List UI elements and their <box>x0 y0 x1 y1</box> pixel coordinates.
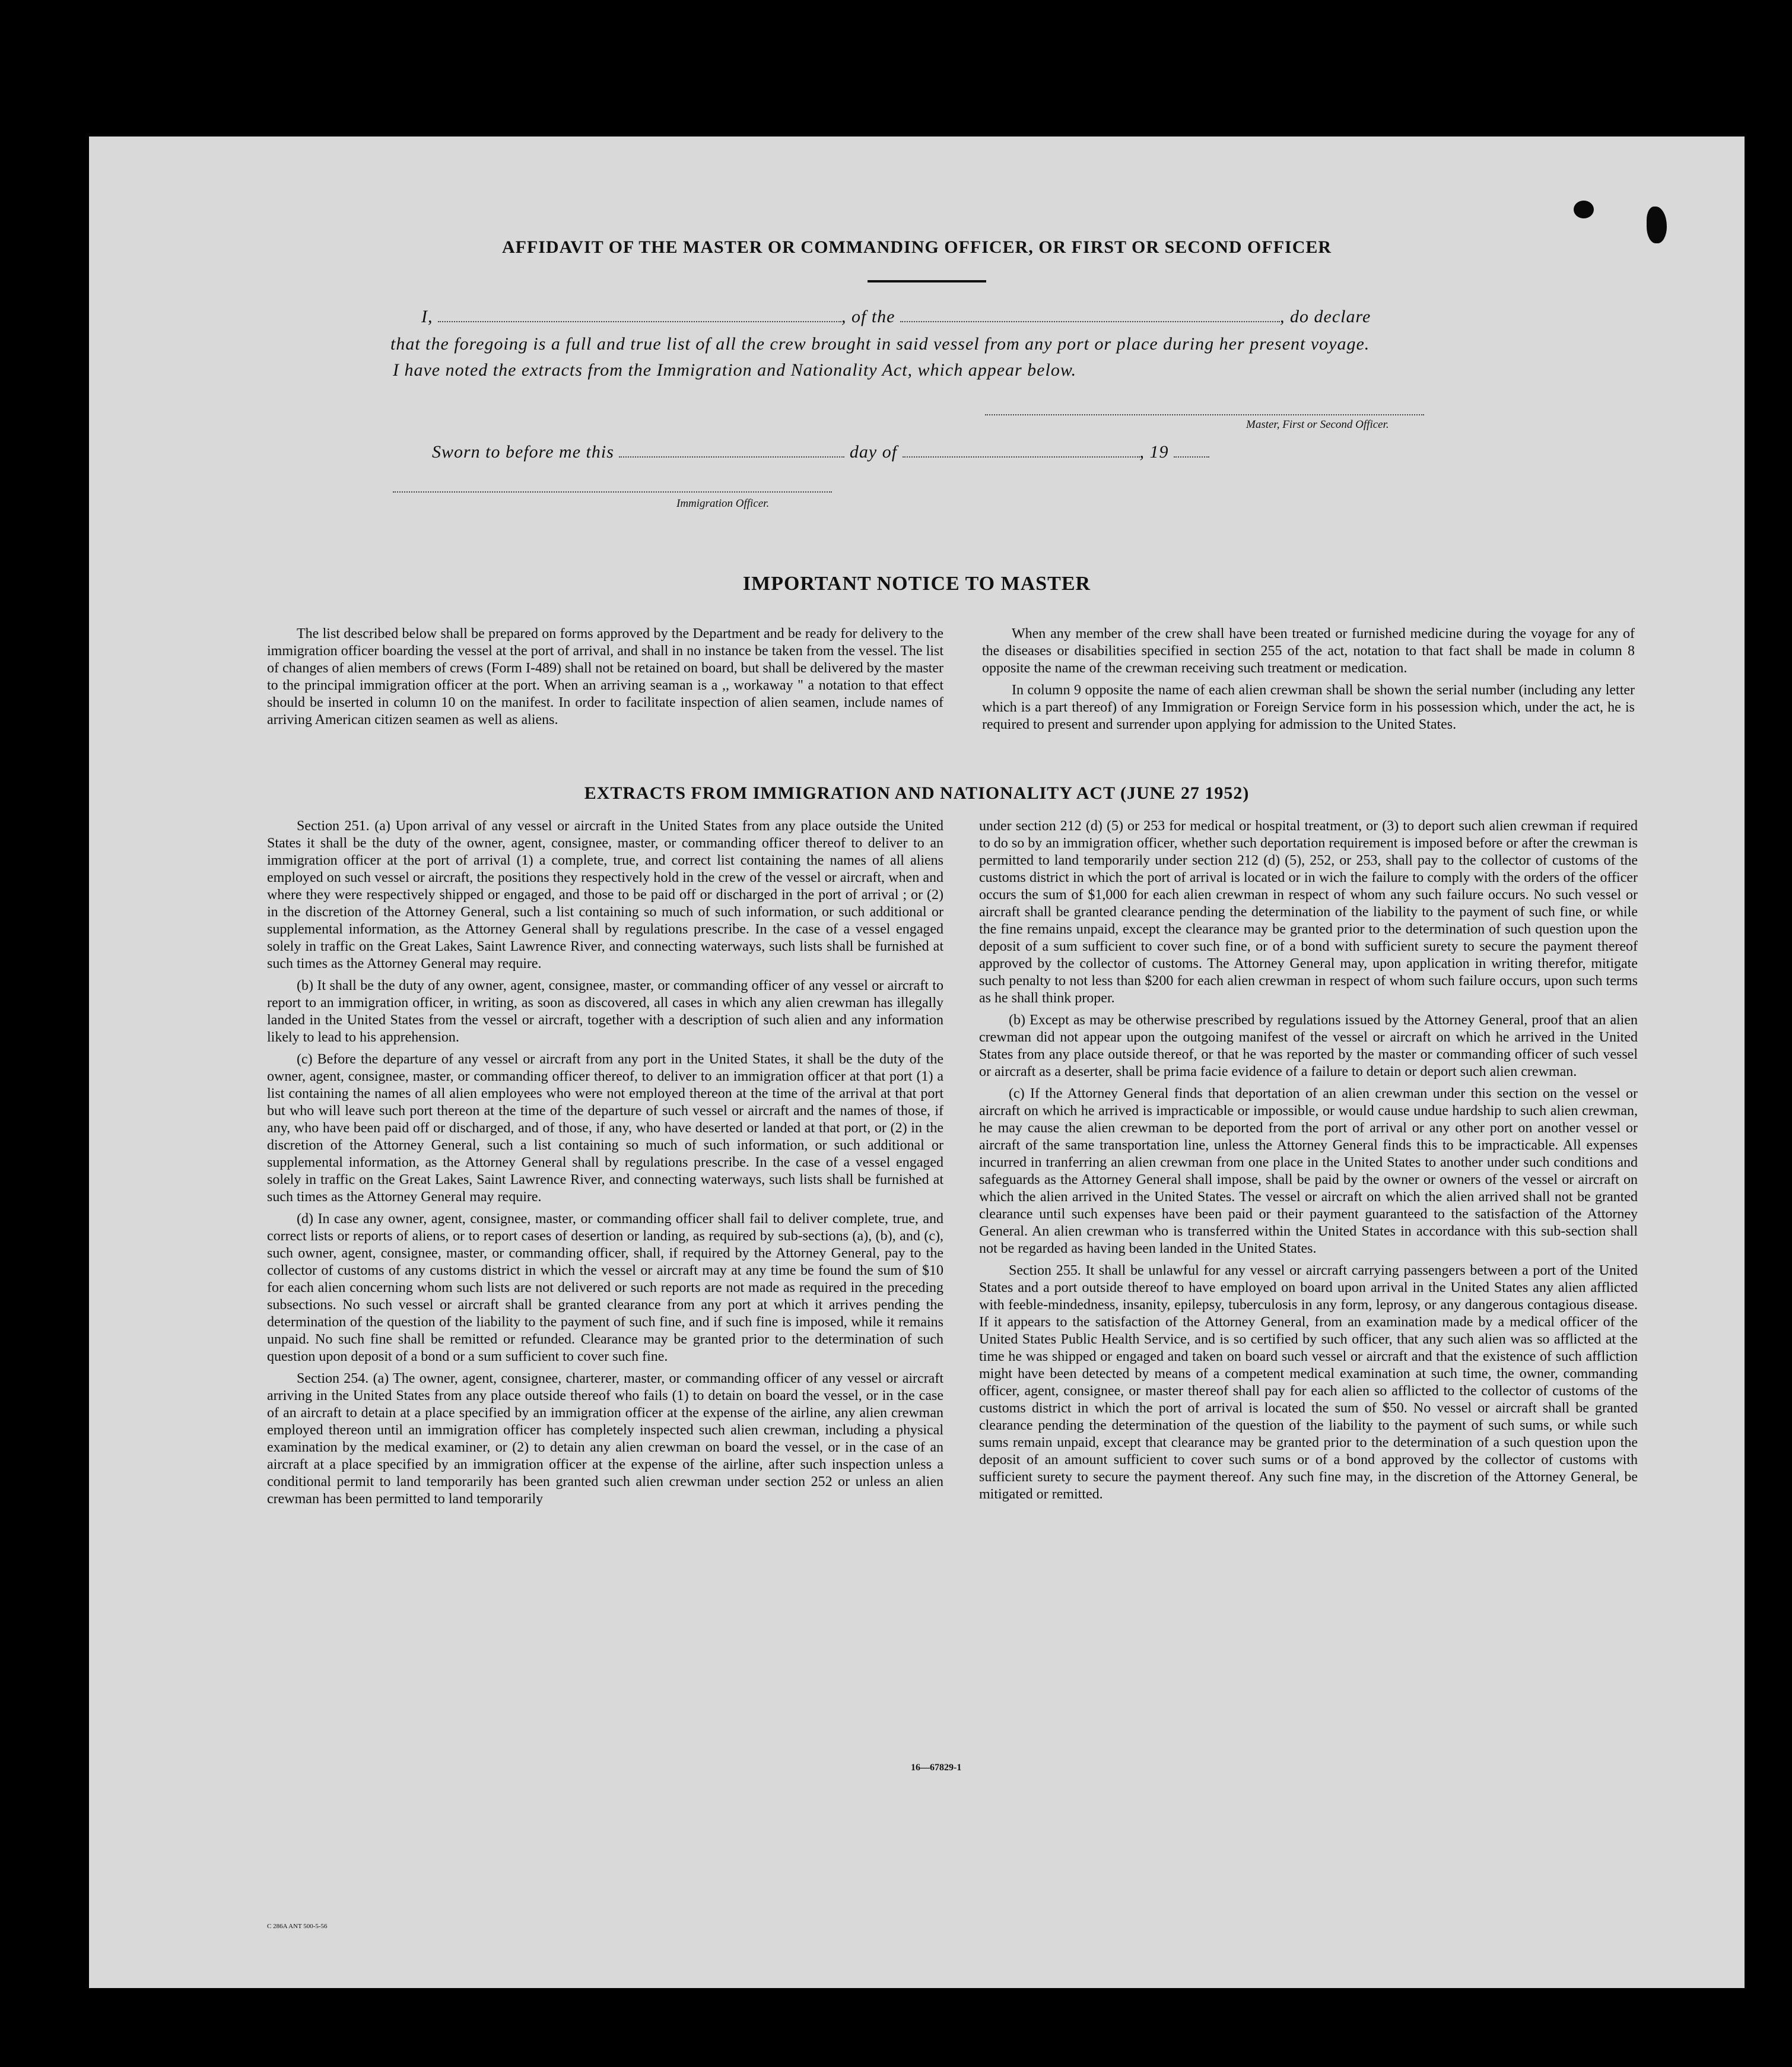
notice-left-paragraph: The list described below shall be prepared on forms approved by the Department and be ready for delivery to the immigration officer boarding the vessel at the port of arrival, and shall in no instance be taken from the vessel. The list of changes of alien members of crews (Form I-489) shall not be retained on board, but shall be delivered by the master to the principal immigration officer at the port. When an arriving seaman is a ,, workaway " a notation to that effect should be inserted in column 10 on the manifest. In order to facilitate inspection of alien seamen, include names of arriving American citizen seamen as well as aliens. <box>267 626 943 728</box>
extracts-title: EXTRACTS FROM IMMIGRATION AND NATIONALITY ACT (JUNE 27 1952) <box>584 783 1250 803</box>
affidavit-do-declare: , do declare <box>1280 307 1371 326</box>
extracts-right-column <box>979 818 1638 1508</box>
affidavit-of-the: , of the <box>841 307 895 326</box>
form-code: C 286A ANT 500-5-56 <box>267 1923 328 1930</box>
notice-right-column <box>982 626 1635 738</box>
title-underline <box>868 280 986 282</box>
sworn-month-field[interactable] <box>903 456 1140 458</box>
master-signature-caption: Master, First or Second Officer. <box>1246 418 1389 431</box>
extract-paragraph: (c) If the Attorney General finds that deportation of an alien crewman under this section on the vessel or aircraft on which he arrived is impracticable or impossible, or would cause undue hardship to such alien crewman, he may cause the alien crewman to be deported from the port of arrival or any other port on another vessel or aircraft of the same transportation line, unless the Attorney General finds this to be impracticable. All expenses incurred in tranferring an alien crewman from one place in the United States to another under such conditions and safeguards as the Attorney General shall impose, shall be paid by the owner or owners of the vessel or aircraft on which the alien arrived in the United States. The vessel or aircraft on which the alien arrived shall not be granted clearance until such expenses have been paid or their payment guaranteed to the satisfaction of the Attorney General. An alien crewman who is transferred within the United States in accordance with this sub-section shall not be regarded as having been landed in the United States. <box>979 1086 1638 1256</box>
affidavit-i-label: I, <box>421 307 433 326</box>
extract-paragraph: (d) In case any owner, agent, consignee, master, or commanding officer shall fail to deliver complete, true, and correct lists or reports of aliens, or to report cases of desertion or landing, as required by sub-sections (a), (b), and (c), such owner, agent, consignee, master, or commanding officer, shall, if required by the Attorney General, pay to the collector of customs of any customs district in which the vessel or aircraft may at any time be found the sum of $10 for each alien concerning whom such lists are not delivered or such reports are not made as required in the preceding subsections. No such vessel or aircraft shall be granted clearance from any port at which it arrives pending the determination of the question of the liability to the payment of such fine, and if such fine is imposed, while it remains unpaid. No such fine shall be remitted or refunded. Clearance may be granted prior to the determination of such question upon deposit of a bond or a sum sufficient to cover such fine. <box>267 1211 943 1364</box>
notice-left-column <box>267 626 943 734</box>
extract-paragraph: (c) Before the departure of any vessel or aircraft from any port in the United States, it shall be the duty of the owner, agent, consignee, master, or commanding officer thereof, to deliver to an immigration officer at that port (1) a list containing the names of all alien employees who were not employed thereon at the time of the arrival at that port but who will leave such port thereon at the time of the departure of such vessel or aircraft and the names of those, if any, who have been paid off or discharged, and of those, if any, who have deserted or landed at that port, or (2) in the discretion of the Attorney General, such a list containing so much of such information, or such additional or supplemental information, as the Attorney General shall by regulations prescribe. In the case of a vessel engaged solely in traffic on the Great Lakes, Saint Lawrence River, and connecting waterways, such lists shall be furnished at such times as the Attorney General may require. <box>267 1052 943 1205</box>
sworn-line <box>432 439 1589 465</box>
extract-paragraph: Section 254. (a) The owner, agent, consignee, charterer, master, or commanding officer of any vessel or aircraft arriving in the United States from any place outside thereof who fails (1) to detain on board the vessel, or in the case of an aircraft to detain at a place specified by an immigration officer at the expense of the airline, any alien crewman employed thereon until an immigration officer has completely inspected such alien crewman, including a physical examination by the medical examiner, or (2) to detain any alien crewman on board the vessel, or in the case of an aircraft at a place specified by an immigration officer at the expense of the airline, after such inspection unless a conditional permit to land temporarily has been granted such alien crewman under section 252 or unless an alien crewman has been permitted to land temporarily <box>267 1371 943 1507</box>
extract-paragraph: (b) It shall be the duty of any owner, agent, consignee, master, or commanding officer of any vessel or aircraft to report to an immigration officer, in writing, as soon as discovered, all cases in which any alien crewman has illegally landed in the United States from the vessel or aircraft, together with a description of such alien and any information likely to lead to his apprehension. <box>267 978 943 1045</box>
extract-paragraph: Section 255. It shall be unlawful for any vessel or aircraft carrying passengers between a port of the United States and a port outside thereof to have employed on board upon arrival in the United States any alien afflicted with feeble-mindedness, insanity, epilepsy, tuberculosis in any form, leprosy, or any dangerous contagious disease. If it appears to the satisfaction of the Attorney General, from an examination made by a medical officer of the United States Public Health Service, and is so certified by such officer, that any such alien was so afflicted at the time he was shipped or engaged and taken on board such vessel or aircraft and that the existence of such affliction might have been detected by means of a competent medical examination at such time, the owner, commanding officer, agent, consignee, or master thereof shall pay for each alien so afflicted to the collector of customs of the customs district in which the port of arrival is located the sum of $50. No vessel or aircraft shall be granted clearance pending the determination of the question of the liability to the payment of such sums, or while such sums remain unpaid, except that clearance may be granted prior to the determination of a such question upon the deposit of an amount sufficient to cover such sums or of a bond approved by the collector of customs with sufficient surety to secure the payment thereof. Any such fine may, in the discretion of the Attorney General, be mitigated or remitted. <box>979 1263 1638 1502</box>
officer-signature-line[interactable] <box>393 491 832 493</box>
document-page <box>89 136 1745 1988</box>
notice-right-paragraph-1: When any member of the crew shall have been treated or furnished medicine during the voyage for any of the diseases or disabilities specified in section 255 of the act, notation to that fact shall be made in column 8 opposite the name of the crewman receiving such treatment or medication. <box>982 626 1635 676</box>
affidavit-line-2: that the foregoing is a full and true list of all the crew brought in said vessel from any port or place during her present voyage. <box>390 334 1370 354</box>
notice-right-paragraph-2: In column 9 opposite the name of each alien crewman shall be shown the serial number (including any letter which is a part thereof) of any Immigration or Foreign Service form in his possession which, under the act, he is required to present and surrender upon applying for admission to the United States. <box>982 682 1635 732</box>
extract-paragraph: (b) Except as may be otherwise prescribed by regulations issued by the Attorney General, proof that an alien crewman did not appear upon the outgoing manifest of the vessel or aircraft on which he arrived in the United States from any place outside thereof, or that he was reported by the master or commanding officer of such vessel or aircraft as a deserter, shall be prima facie evidence of a failure to detain or deport such alien crewman. <box>979 1012 1638 1079</box>
master-signature-line[interactable] <box>985 414 1424 415</box>
day-of-label: day of <box>849 442 898 462</box>
affidavit-title: AFFIDAVIT OF THE MASTER OR COMMANDING OFFICER, OR FIRST OR SECOND OFFICER <box>501 237 1332 257</box>
extracts-left-column <box>267 818 943 1513</box>
year-prefix: , 19 <box>1139 442 1169 462</box>
extract-paragraph: under section 212 (d) (5) or 253 for medical or hospital treatment, or (3) to deport such alien crewman if required to do so by an immigration officer, whether such deportation requirement is imposed before or after the crewman is permitted to land temporarily under section 212 (d) (5), 252, or 253, shall pay to the collector of customs of the customs district in which the port of arrival is located or in wich the failure to comply with the orders of the officer occurs the sum of $1,000 for each alien crewman in respect of whom any such failure occurs. No such vessel or aircraft shall be granted clearance pending the determination of the liability to the payment of such fine, or while the fine remains unpaid, except the clearance may be granted prior to the determination of such question upon the deposit of a sum sufficient to cover such fine, or of a bond with sufficient surety to secure the payment thereof approved by the collector of customs. The Attorney General may, upon application in writing therefor, mitigate such penalty to not less than $200 for each alien crewman in respect of whom such failure occurs, upon such terms as he shall think proper. <box>979 818 1638 1006</box>
officer-signature-caption: Immigration Officer. <box>676 497 770 510</box>
notice-title: IMPORTANT NOTICE TO MASTER <box>742 573 1091 595</box>
affidavit-line-1 <box>392 304 1549 330</box>
extract-paragraph: Section 251. (a) Upon arrival of any vessel or aircraft in the United States from any place outside the United States it shall be the duty of the owner, agent, consignee, master, or commanding officer thereof to deliver to an immigration officer at the port of arrival (1) a complete, true, and correct list containing the names of all aliens employed on such vessel or aircraft, the positions they respectively hold in the crew of the vessel or aircraft, when and where they were respectively shipped or engaged, and those to be paid off or discharged in the port of arrival ; or (2) in the discretion of the Attorney General, such a list containing so much of such information, or such additional or supplemental information, as the Attorney General shall by regulations prescribe. In the case of a vessel engaged solely in traffic on the Great Lakes, Saint Lawrence River, and connecting waterways, such lists shall be furnished at such times as the Attorney General may require. <box>267 818 943 971</box>
sworn-label: Sworn to before me this <box>432 442 614 462</box>
ink-blot-left <box>1574 201 1594 218</box>
vessel-name-field[interactable] <box>900 321 1280 322</box>
print-code: 16—67829-1 <box>911 1763 962 1773</box>
affidavit-line-3: I have noted the extracts from the Immigration and Nationality Act, which appear below. <box>393 360 1077 380</box>
sworn-year-field[interactable] <box>1174 456 1209 458</box>
declarant-name-field[interactable] <box>438 321 841 322</box>
sworn-day-field[interactable] <box>619 456 844 458</box>
